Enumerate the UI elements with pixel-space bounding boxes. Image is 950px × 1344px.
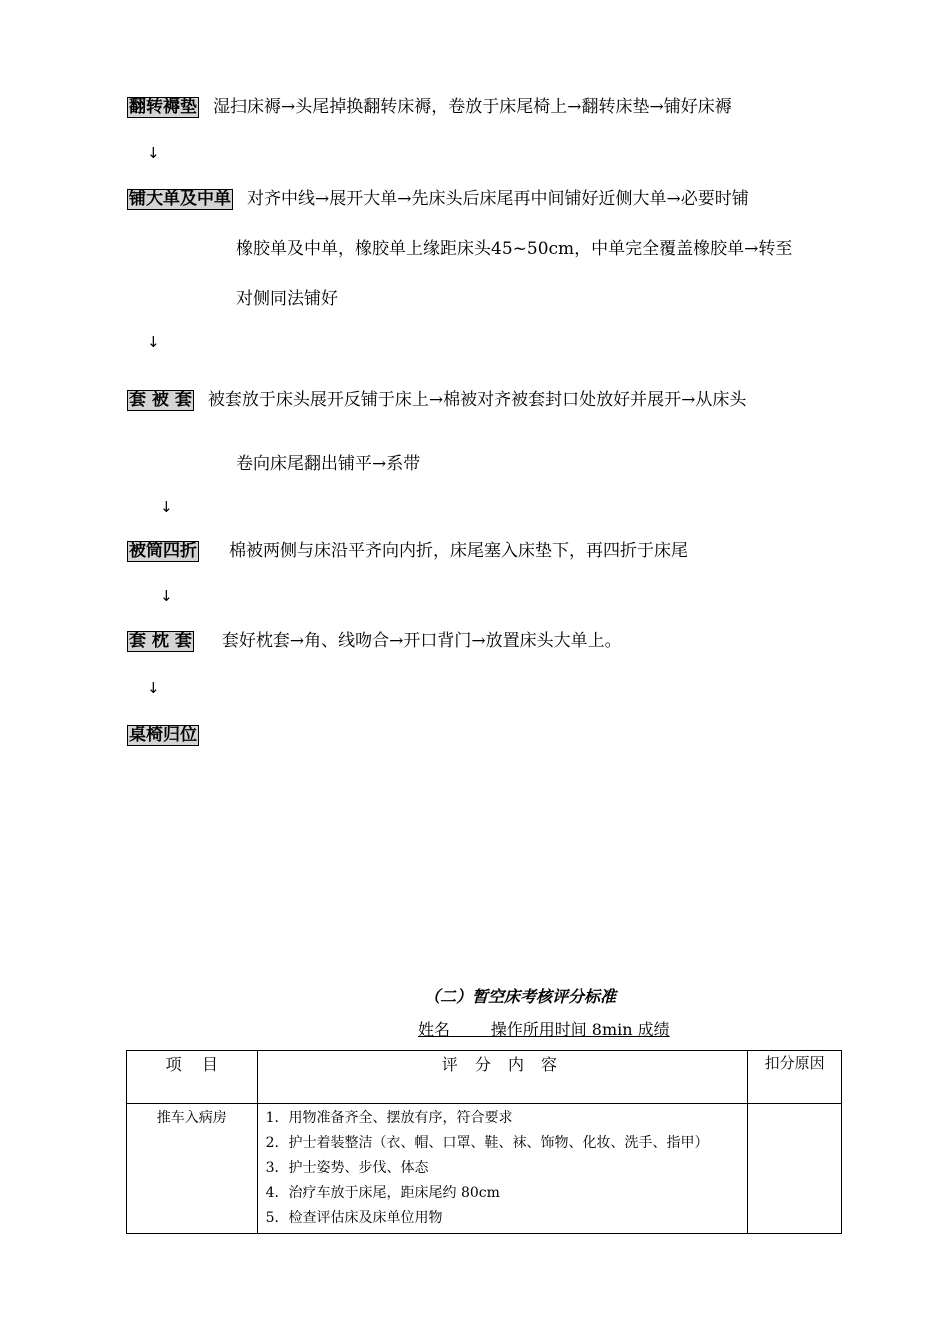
criterion: 2．护士着装整洁（衣、帽、口罩、鞋、袜、饰物、化妆、洗手、指甲） [265,1135,709,1151]
column-header-content: 评 分 内 容 [257,1051,748,1104]
table-row [127,1104,842,1234]
step-restore-furniture [127,725,213,746]
down-arrow-icon: ↓ [160,498,173,516]
column-header-reason [748,1051,842,1104]
step-text-continued: 橡胶单及中单，橡胶单上缘距床头45~50cm，中单完全覆盖橡胶单→转至 [236,239,793,259]
step-pillowcase [127,631,622,652]
step-text-continued: 对侧同法铺好 [236,289,338,309]
down-arrow-icon: ↓ [147,144,160,162]
down-arrow-icon: ↓ [147,679,160,697]
step-label: 套 被 套 [129,390,192,410]
column-header-reason-text: 扣分原因 [764,1054,825,1072]
section-title: （二）暂空床考核评分标准 [423,987,616,1006]
step-text: 棉被两侧与床沿平齐向内折，床尾塞入床垫下，再四折于床尾 [229,541,688,561]
table-header-row [127,1051,842,1104]
criterion: 4．治疗车放于床尾，距床尾约 80cm [265,1185,500,1201]
step-label: 桌椅归位 [129,725,197,745]
down-arrow-icon: ↓ [160,587,173,605]
criterion: 1．用物准备齐全、摆放有序，符合要求 [265,1110,513,1126]
step-label: 翻转褥垫 [129,97,197,117]
row-item: 推车入病房 [127,1104,258,1234]
step-text: 湿扫床褥→头尾掉换翻转床褥，卷放于床尾椅上→翻转床垫→铺好床褥 [213,97,732,117]
step-lay-sheets [127,189,749,210]
criterion: 5．检查评估床及床单位用物 [265,1210,443,1226]
step-text: 被套放于床头展开反铺于床上→棉被对齐被套封口处放好并展开→从床头 [207,390,747,410]
step-text: 对齐中线→展开大单→先床头后床尾再中间铺好近侧大单→必要时铺 [247,189,749,209]
step-label: 被筒四折 [129,541,197,561]
row-content [257,1104,748,1234]
scoring-table [126,1050,842,1234]
column-header-item: 项 目 [127,1051,258,1104]
down-arrow-icon: ↓ [147,333,160,351]
row-reason [748,1104,842,1234]
criterion: 3．护士姿势、步伐、体态 [265,1160,429,1176]
step-flip-mattress [127,97,732,118]
step-text: 套好枕套→角、线吻合→开口背门→放置床头大单上。 [221,631,622,651]
step-label: 套 枕 套 [129,631,192,651]
step-quilt-cover [127,390,746,411]
form-line: 姓名 操作所用时间 8min 成绩 [418,1020,670,1039]
step-fold-quilt [127,541,688,562]
step-label: 铺大单及中单 [129,189,231,209]
step-text-continued: 卷向床尾翻出铺平→系带 [236,454,421,474]
